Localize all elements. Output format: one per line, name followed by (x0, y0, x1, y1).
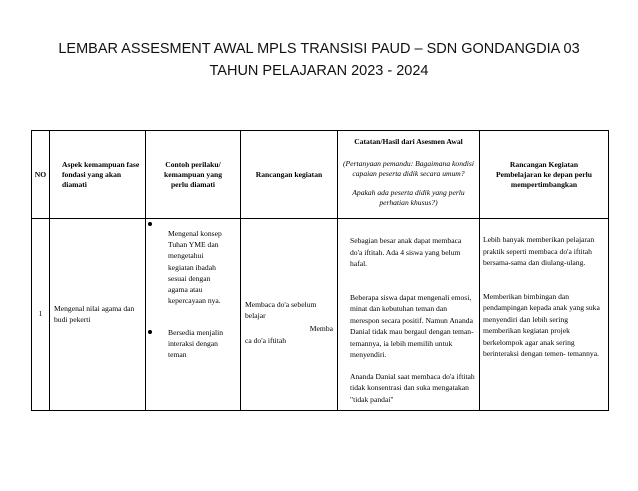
header-row (32, 131, 609, 219)
catatan-text-2: Beberapa siswa dapat mengenali emosi, minat dan kebutuhan teman dan merespon secara positif. Namun Ananda Danial tidak mau bergaul dengan teman- temannya, ia lebih memilih untuk menyendiri. (350, 292, 474, 359)
rancangan-text-1: Membaca do'a sebelum belajar (245, 300, 317, 320)
contoh-item-1-text: Mengenal konsep Tuhan YME dan mengetahui kegiatan ibadah sesuai dengan agama atau kepercayaan nya. (168, 229, 222, 306)
header-contoh: Contoh perilaku/ kemampuan yang perlu diamati (146, 131, 241, 219)
header-catatan-question-2: Apakah ada peserta didik yang perlu perhatian khusus?) (352, 188, 465, 207)
title-line-1: LEMBAR ASSESMENT AWAL MPLS TRANSISI PAUD – SDN GONDANGDIA 03 (58, 41, 580, 57)
contoh-item-1 (146, 219, 240, 306)
row-rancangan-lanjut (480, 219, 609, 411)
lanjut-text-1: Lebih banyak memberikan pelajaran praktik seperti membaca do'a iftitah bersama-sama dan diulang-ulang. (483, 235, 595, 267)
header-catatan-question-1: (Pertanyaan pemandu: Bagaimana kondisi capaian peserta didik secara umum? (343, 159, 474, 178)
header-no: NO (32, 131, 50, 219)
contoh-item-2-text: Bersedia menjalin interaksi dengan teman (168, 328, 224, 360)
rancangan-text-2: Memba (309, 324, 333, 333)
row-rancangan (241, 219, 338, 411)
header-rancangan: Rancangan kegiatan (241, 131, 338, 219)
lanjut-text-2: Memberikan bimbingan dan pendampingan kepada anak yang suka menyendiri dan lebih sering memberikan kegiatan projek berkelompok agar anak sering berinteraksi dengan temen- temannya. (483, 291, 600, 358)
document-title (0, 38, 638, 82)
header-rancangan-lanjut: Rancangan Kegiatan Pembelajaran ke depan perlu mempertimbangkan (480, 131, 609, 219)
title-line-2: TAHUN PELAJARAN 2023 - 2024 (209, 63, 429, 79)
rancangan-text-3: ca do'a iftitah (245, 335, 287, 345)
row-no: 1 (32, 219, 50, 411)
row-aspek: Mengenal nilai agama dan budi pekerti (50, 219, 146, 411)
header-catatan-title: Catatan/Hasil dari Asesmen Awal (354, 137, 463, 146)
contoh-item-2 (146, 327, 240, 360)
header-catatan (338, 131, 480, 219)
catatan-text-3: Ananda Danial saat membaca do'a iftitah tidak konsentrasi dan suka mengatakan "tidak pandai" (350, 371, 475, 404)
row-catatan (338, 219, 480, 411)
header-aspek: Aspek kemampuan fase fondasi yang akan diamati (50, 131, 146, 219)
catatan-text-1: Sebagian besar anak dapat membaca do'a iftitah. Ada 4 siswa yang belum hafal. (350, 236, 462, 268)
assessment-table (31, 130, 609, 411)
row-contoh (146, 219, 241, 411)
table-row (32, 219, 609, 411)
